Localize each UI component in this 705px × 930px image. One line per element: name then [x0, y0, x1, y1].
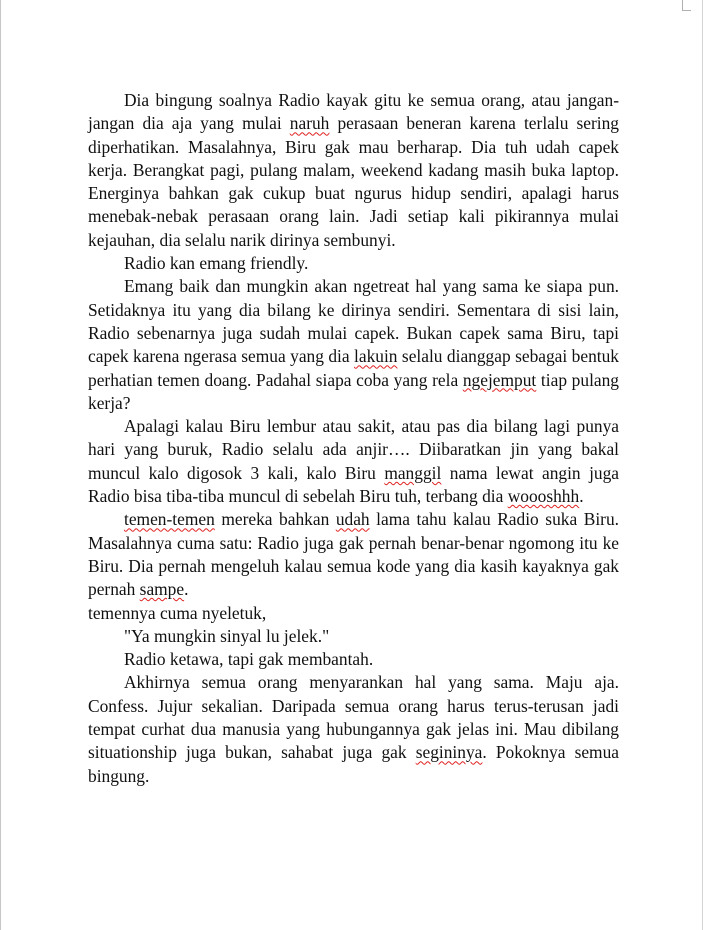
text-run: Akhirnya semua orang menyarankan hal yang sama. Maju aja. Confess. Jujur sekalian. Daripada semua orang harus terus-terusan jadi tempat curhat dua manusia yang hubungannya gak jelas ini. Mau dibilang situationship juga bukan, sahabat juga gak: [88, 672, 619, 763]
misspelled-word[interactable]: naruh: [289, 113, 330, 134]
misspelled-word[interactable]: udah: [335, 509, 370, 530]
paragraph: [88, 252, 619, 275]
text-run: nama lewat angin juga Radio bisa tiba-tiba muncul di sebelah Biru tuh, terbang dia: [88, 462, 620, 507]
text-run: .: [579, 486, 584, 507]
text-run: . temennya cuma nyeletuk,: [88, 579, 267, 623]
text-run: . Pokoknya semua bingung.: [88, 742, 619, 786]
paragraph: [88, 415, 619, 508]
margin-corner-mark: [682, 0, 691, 11]
misspelled-word[interactable]: manggil: [384, 462, 442, 483]
text-run: mereka bahkan: [214, 509, 336, 530]
paragraph: [88, 508, 619, 624]
text-run: Radio kan emang friendly.: [124, 253, 309, 274]
paragraph: [88, 89, 619, 252]
text-run: lama tahu kalau Radio suka Biru. Masalahnya cuma satu: Radio juga gak pernah benar-benar ngomong itu ke Biru. Dia pernah mengeluh kalau semua kode yang dia kasih kayaknya gak pernah: [88, 509, 619, 600]
text-run: Emang baik dan mungkin akan ngetreat hal yang sama ke siapa pun. Setidaknya itu yang dia bilang ke dirinya sendiri. Sementara di sisi lain, Radio sebenarnya juga sudah mulai capek. Bukan capek sama Biru, tapi capek karena ngerasa semua yang dia: [88, 276, 619, 367]
text-run: perasaan beneran karena terlalu sering diperhatikan. Masalahnya, Biru gak mau berharap. Dia tuh udah capek kerja. Berangkat pagi, pulang malam, weekend kadang masih buka laptop. Energinya bahkan gak cukup buat ngurus hidup sendiri, apalagi harus menebak-nebak perasaan orang lain. Jadi setiap kali pikirannya mulai kejauhan, dia selalu narik dirinya sembunyi.: [88, 113, 619, 250]
text-run: tiap pulang kerja?: [88, 369, 620, 413]
document-body[interactable]: [88, 89, 619, 788]
paragraph: [88, 648, 619, 671]
text-run: Dia bingung soalnya Radio kayak gitu ke semua orang, atau jangan-jangan dia aja yang mulai: [88, 90, 619, 134]
misspelled-word[interactable]: lakuin: [354, 346, 398, 367]
text-run: selalu dianggap sebagai bentuk perhatian temen doang. Padahal siapa coba yang rela: [88, 346, 619, 390]
page-left-edge: [0, 0, 1, 930]
paragraph: [88, 275, 619, 415]
page-right-edge: [702, 0, 703, 930]
misspelled-word[interactable]: segininya: [415, 742, 483, 763]
misspelled-word[interactable]: sampe: [139, 579, 185, 600]
paragraph: [88, 671, 619, 787]
misspelled-word[interactable]: woooshhh: [507, 486, 580, 507]
misspelled-word[interactable]: temen-temen: [124, 509, 215, 530]
text-run: Apalagi kalau Biru lembur atau sakit, atau pas dia bilang lagi punya hari yang buruk, Radio selalu ada anjir…. Diibaratkan jin yang bakal muncul kalo digosok 3 kali, kalo Biru: [88, 416, 619, 483]
text-run: Radio ketawa, tapi gak membantah.: [124, 649, 374, 670]
misspelled-word[interactable]: ngejemput: [462, 369, 537, 390]
text-run: "Ya mungkin sinyal lu jelek.": [124, 625, 330, 646]
paragraph: [88, 625, 619, 648]
